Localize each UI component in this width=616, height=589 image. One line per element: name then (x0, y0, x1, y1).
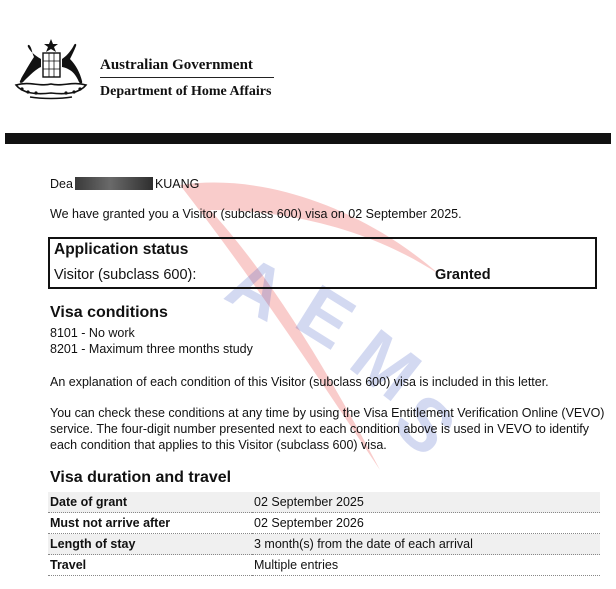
row-label: Length of stay (48, 534, 252, 555)
condition-item: 8201 - Maximum three months study (50, 342, 253, 356)
visa-conditions-heading: Visa conditions (50, 304, 168, 321)
org-name: Australian Government (100, 57, 253, 73)
row-value: Multiple entries (252, 555, 600, 576)
application-status-heading: Application status (54, 241, 189, 258)
application-status-value: Granted (435, 267, 491, 283)
visa-duration-table (48, 492, 600, 576)
organisation-block (100, 56, 275, 100)
watermark-letter: M (336, 313, 436, 417)
table-row (48, 513, 600, 534)
watermark-letter: E (282, 268, 369, 366)
watermark-letter: S (378, 377, 472, 472)
row-value: 3 month(s) from the date of each arrival (252, 534, 600, 555)
row-value: 02 September 2025 (252, 492, 600, 513)
department-name: Department of Home Affairs (100, 84, 272, 99)
table-row (48, 555, 600, 576)
org-divider (100, 77, 274, 78)
greeting (50, 177, 199, 192)
conditions-explanation: An explanation of each condition of this Visitor (subclass 600) visa is included in this letter. (50, 375, 549, 389)
watermark-letter: A (214, 238, 301, 338)
redacted-name-block (75, 177, 153, 190)
table-row (48, 492, 600, 513)
visa-duration-heading: Visa duration and travel (50, 469, 232, 486)
row-value: 02 September 2026 (252, 513, 600, 534)
row-label: Date of grant (48, 492, 252, 513)
coat-of-arms-icon (10, 37, 92, 101)
condition-item: 8101 - No work (50, 326, 135, 340)
vevo-paragraph: You can check these conditions at any time by using the Visa Entitlement Verification Online (VEVO) service. The four-digit number presented next to each condition above is used in VEVO to identify each condition that applies to this Visitor (subclass 600) visa. (50, 406, 605, 452)
table-row (48, 534, 600, 555)
application-status-label: Visitor (subclass 600): (54, 267, 197, 283)
grant-sentence: We have granted you a Visitor (subclass 600) visa on 02 September 2025. (50, 207, 462, 221)
application-status-box (48, 237, 597, 289)
row-label: Travel (48, 555, 252, 576)
visa-conditions-list (50, 325, 253, 357)
row-label: Must not arrive after (48, 513, 252, 534)
header-band (5, 133, 611, 144)
greeting-name: KUANG (154, 177, 200, 191)
greeting-start: Dea (50, 177, 73, 191)
